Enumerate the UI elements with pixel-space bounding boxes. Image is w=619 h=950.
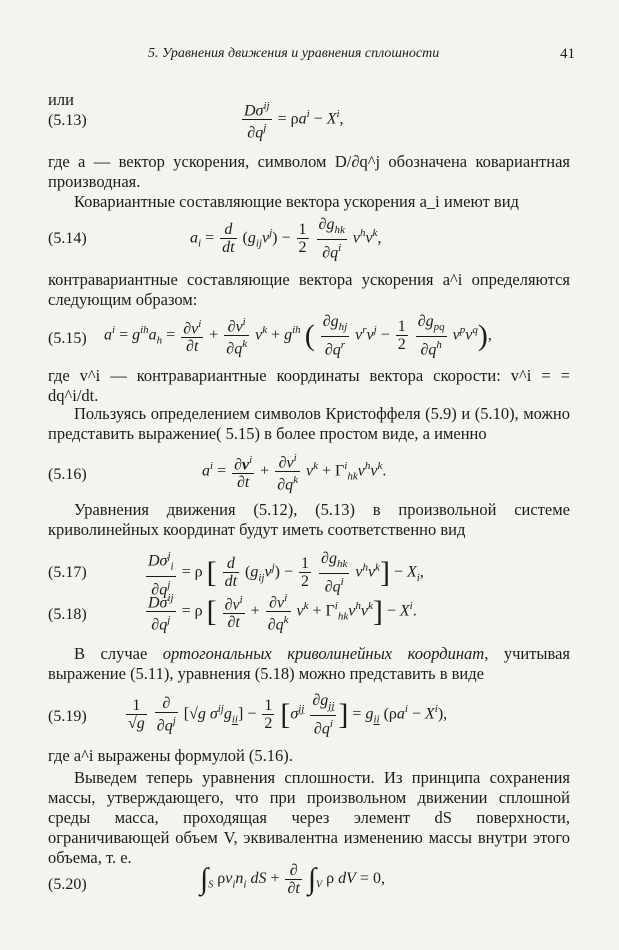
paragraph-8: где a^i выражены формулой (5.16). xyxy=(48,746,293,765)
equation-number-5-18: (5.18) xyxy=(48,606,87,623)
paragraph-5: Пользуясь определением символов Кристоффеля (5.9) и (5.10), можно представить выражение( 5.15) в более простом виде, а именно xyxy=(48,404,570,443)
running-title: 5. Уравнения движения и уравнения сплошности xyxy=(148,46,440,61)
equation-number-5-20: (5.20) xyxy=(48,876,87,893)
equation-5-14: $a_i$ = $\frac{d}{dt}$ $(g_{ij}v^j)$ − $\frac{1}{2}$ $\frac{\partial g_{hk}}{\partial q^i}$ $v^hv^k$, xyxy=(190,216,382,262)
equation-number-5-17: (5.17) xyxy=(48,564,87,581)
equation-5-19: $\frac{1}{√g}$ $\frac{\partial}{\partial q^j}$ [√g $\sigma^{ij}g_{ii}$] − $\frac{1}{2}$ [$\sigma^{jj}$ $\frac{\partial g_{jj}}{\partial q^i}$ ] = $g_{ii}$ $(\rho a^i - X^i)$, xyxy=(128,692,448,738)
paragraph-3: контравариантные составляющие вектора ускорения a^i определяются следующим образом: xyxy=(48,270,570,309)
paragraph-4: где v^i — контравариантные координаты вектора скорости: v^i = = dq^i/dt. xyxy=(48,366,570,405)
equation-number-5-14: (5.14) xyxy=(48,230,87,247)
equation-5-17: $\frac{D\sigma^j_i}{\partial q^j}$ = ρ [ $\frac{d}{dt}$ $(g_{ij}v^j)$ − $\frac{1}{2}$ $\frac{\partial g_{hk}}{\partial q^i}$ $v^hv^k] - X_i$, xyxy=(148,550,424,598)
equation-5-13: $\frac{D\sigma^{ij}}{\partial q^j}$ = $\rho a^i - X^i$, xyxy=(244,100,344,142)
running-header xyxy=(48,46,575,68)
equation-number-5-15: (5.15) xyxy=(48,330,87,347)
equation-5-15: $a^i = g^{ih}a_h$ = $\frac{\partial v^i}{\partial t}$ + $\frac{\partial v^i}{\partial q^k}$ $v^k + g^{ih}$ ( $\frac{\partial g_{hj}}{\partial q^r}$ $v^rv^j$ − $\frac{1}{2}$ $\frac{\partial g_{pq}}{\partial q^h}$ $v^pv^q$), xyxy=(104,313,492,359)
page-number: 41 xyxy=(560,46,575,62)
paragraph-7-end: , учитывая выражение (5.11), уравнения (5.18) можно представить в виде xyxy=(48,644,570,683)
paragraph-7 xyxy=(48,644,570,684)
paragraph-9: Выведем теперь уравнения сплошности. Из принципа сохранения массы, утверждающего, что при произвольном движении сплошной среды масса, проходящая через элемент dS поверхности, ограничивающей объем V, эквивалентна изменению массы внутри этого объема, т. е. xyxy=(48,768,570,867)
paragraph-1: где a — вектор ускорения, символом D/∂q^j обозначена ковариантная производная. xyxy=(48,152,570,191)
paragraph-7-emphasis: ортогональных криволинейных координат xyxy=(162,644,485,663)
paragraph-or: или xyxy=(48,90,74,109)
paragraph-7-start: В случае xyxy=(74,644,163,663)
equation-number-5-16: (5.16) xyxy=(48,466,87,483)
paragraph-2: Ковариантные составляющие вектора ускорения a_i имеют вид xyxy=(74,192,519,211)
equation-number-5-13: (5.13) xyxy=(48,112,87,129)
equation-number-5-19: (5.19) xyxy=(48,708,87,725)
equation-5-16: $a^i$ = $\frac{\partial v^i}{\partial t}$ + $\frac{\partial v^i}{\partial q^k}$ $v^k + \Gamma^i_{hk}v^hv^k$. xyxy=(202,452,387,494)
equation-5-20: $\int_S$ $\rho v_in_i$ dS + $\frac{\partial}{\partial t}$ $\int_V$ ρ dV = 0, xyxy=(200,862,385,897)
equation-5-18: $\frac{D\sigma^{ij}}{\partial q^j}$ = ρ [ $\frac{\partial v^i}{\partial t}$ + $\frac{\partial v^i}{\partial q^k}$ $v^k + \Gamma^i_{hk}v^hv^k] - X^i$. xyxy=(148,592,417,634)
paragraph-6: Уравнения движения (5.12), (5.13) в произвольной системе криволинейных координат будут иметь соответственно вид xyxy=(48,500,570,539)
